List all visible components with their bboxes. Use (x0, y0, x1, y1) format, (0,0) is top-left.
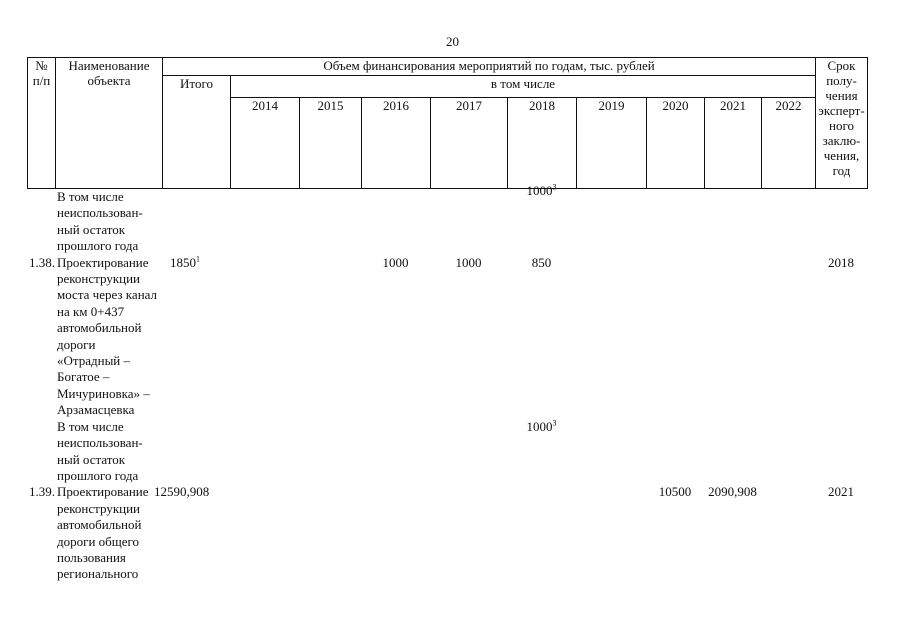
table-row (27, 484, 867, 582)
row-2017: 1000 (455, 254, 482, 270)
header-year: 2014 (231, 98, 300, 189)
header-total: Итого (163, 76, 231, 189)
row-total (162, 189, 230, 255)
row-2016 (361, 419, 430, 485)
row-2016 (361, 189, 430, 255)
row-2018: 1000$^3$ (526, 418, 557, 434)
row-deadline: 2021 (828, 484, 854, 500)
row-total: 12590,908 (154, 484, 210, 500)
row-2022 (761, 189, 815, 255)
row-2019 (576, 419, 646, 485)
page-number: 20 (446, 34, 459, 49)
row-2020 (646, 419, 704, 485)
header-year: 2022 (762, 98, 816, 189)
row-num: 1.39. (29, 484, 55, 500)
header-year: 2018 (508, 98, 577, 189)
row-2015 (299, 189, 361, 255)
row-total: 1850$^1$ (170, 254, 200, 270)
header-num: № п/п (28, 58, 56, 189)
row-2020 (646, 255, 704, 419)
row-deadline (815, 419, 867, 485)
header-year: 2021 (705, 98, 762, 189)
header-year: 2020 (647, 98, 705, 189)
table-header (27, 57, 868, 189)
row-name: Проектирование реконструкции автомобильной дороги общего пользования регионального (57, 484, 149, 582)
row-2020: 10500 (658, 484, 692, 500)
row-2016: 1000 (382, 254, 409, 270)
header-year: 2017 (431, 98, 508, 189)
table-row (27, 255, 867, 419)
row-2019 (576, 255, 646, 419)
header-year: 2019 (577, 98, 647, 189)
header-year: 2015 (300, 98, 362, 189)
row-2017 (430, 484, 507, 582)
row-name: В том числе неиспользован-ный остаток прошлого года (57, 189, 143, 254)
header-name: Наименование объекта (56, 58, 163, 189)
row-deadline: 2018 (828, 254, 854, 270)
row-2018: 850 (531, 254, 552, 270)
header-year: 2016 (362, 98, 431, 189)
header-including: в том числе (231, 76, 816, 98)
row-2022 (761, 419, 815, 485)
row-2019 (576, 189, 646, 255)
row-num (27, 419, 55, 485)
row-2021 (704, 255, 761, 419)
row-num: 1.38. (29, 254, 55, 270)
row-name: В том числе неиспользован-ный остаток прошлого года (57, 418, 143, 483)
table-row (27, 419, 867, 485)
row-2019 (576, 484, 646, 582)
row-2014 (230, 189, 299, 255)
row-2017 (430, 189, 507, 255)
header-deadline: Срок полу-чения эксперт-ного заклю-чения, год (816, 58, 868, 189)
row-num (27, 189, 55, 255)
table-body (27, 182, 867, 583)
row-2015 (299, 255, 361, 419)
row-total (162, 419, 230, 485)
row-2018 (507, 484, 576, 582)
table-row (27, 189, 867, 255)
row-2021 (704, 189, 761, 255)
row-2022 (761, 484, 815, 582)
row-2015 (299, 484, 361, 582)
row-2014 (230, 255, 299, 419)
row-name: Проектирование реконструкции моста через канал на км 0+437 автомобильной дороги «Отрадный – Богатое – Мичуриновка» – Арзамасцевка (57, 254, 158, 418)
row-2015 (299, 419, 361, 485)
row-2014 (230, 484, 299, 582)
header-funding: Объем финансирования мероприятий по годам, тыс. рублей (163, 58, 816, 76)
row-2021 (704, 419, 761, 485)
row-2014 (230, 419, 299, 485)
row-deadline (815, 189, 867, 255)
row-2021: 2090,908 (708, 484, 757, 500)
row-2016 (361, 484, 430, 582)
row-2020 (646, 189, 704, 255)
row-2018: 1000$^3$ (526, 182, 557, 198)
row-2017 (430, 419, 507, 485)
row-2022 (761, 255, 815, 419)
